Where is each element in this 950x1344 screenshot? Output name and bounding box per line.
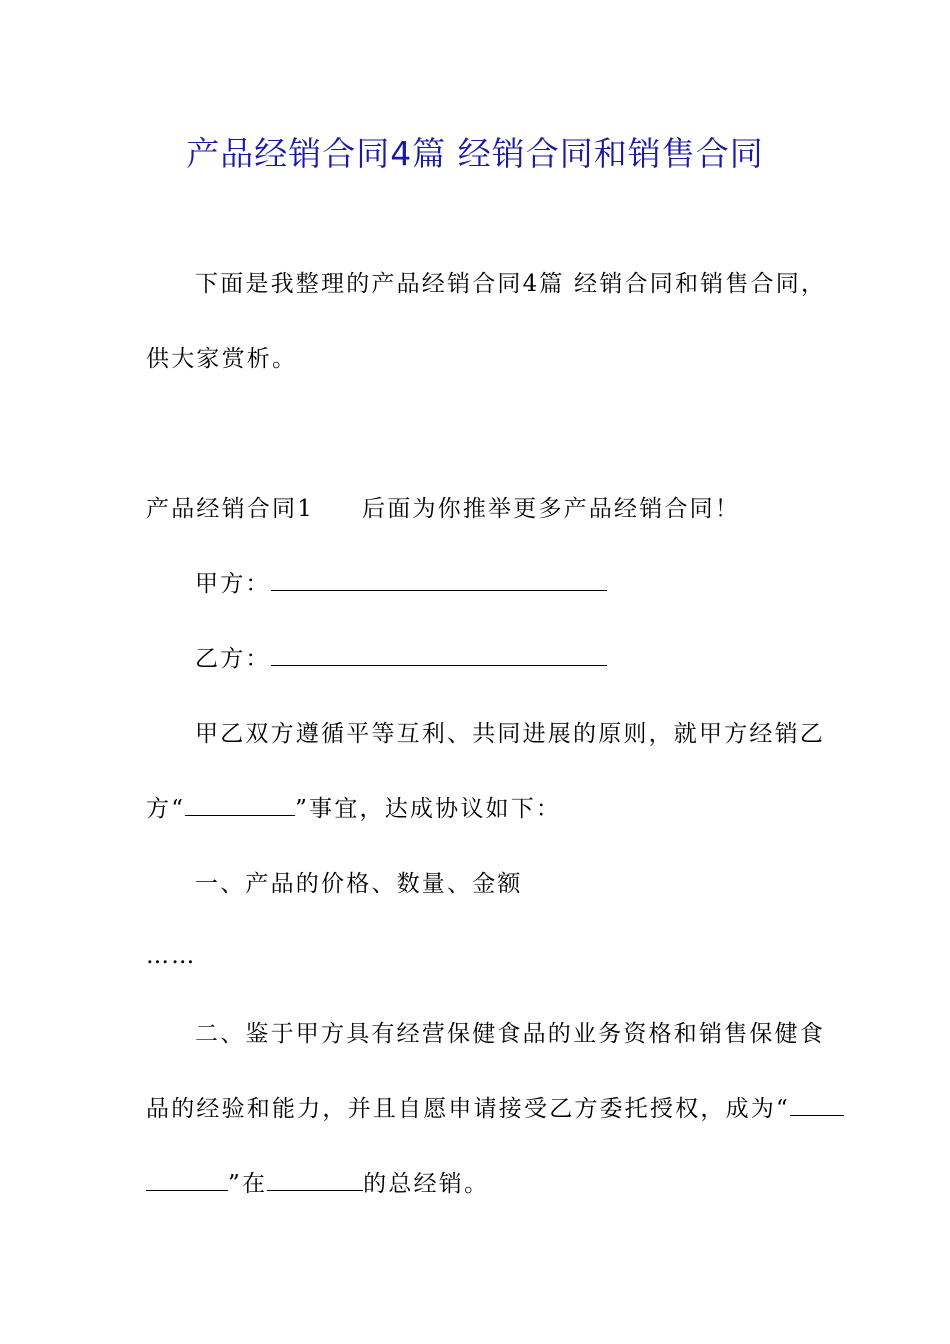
party-b-row (195, 643, 607, 675)
document-title: 产品经销合同4篇 经销合同和销售合同 (186, 134, 764, 173)
item-2-line-1: 二、鉴于甲方具有经营保健食品的业务资格和销售保健食 (195, 1021, 825, 1047)
ellipsis: …… (146, 943, 197, 969)
party-a-label: 甲方： (195, 571, 271, 597)
intro-line-1: 下面是我整理的产品经销合同4篇 经销合同和销售合同， (195, 271, 827, 297)
product-name-blank (185, 795, 295, 816)
region-blank (267, 1170, 363, 1191)
para1-line-2 (146, 793, 561, 825)
section-heading: 产品经销合同1 (146, 496, 315, 522)
intro-line-2: 供大家赏析。 (146, 346, 298, 372)
section-heading-row (146, 493, 740, 525)
party-a-row (195, 568, 607, 600)
item-1: 一、产品的价格、数量、金额 (195, 871, 523, 897)
party-b-label: 乙方： (195, 646, 271, 672)
item-2-line-3-mid: ”在 (228, 1171, 268, 1197)
para1-line-2-start: 方“ (146, 796, 186, 822)
party-a-blank (271, 570, 607, 591)
para1-line-1: 甲乙双方遵循平等互利、共同进展的原则，就甲方经销乙 (195, 721, 825, 747)
party-b-blank (271, 645, 607, 666)
item-2-line-2 (146, 1093, 844, 1125)
item-2-line-3 (146, 1168, 489, 1200)
section-heading-note: 后面为你推举更多产品经销合同！ (362, 496, 741, 522)
para1-line-2-end: ”事宜，达成协议如下： (295, 796, 562, 822)
item-2-line-2-text: 品的经验和能力，并且自愿申请接受乙方委托授权，成为“ (146, 1096, 790, 1122)
item-2-line-3-end: 的总经销。 (363, 1171, 490, 1197)
distributor-blank-start (790, 1095, 844, 1116)
distributor-blank-end (146, 1170, 228, 1191)
